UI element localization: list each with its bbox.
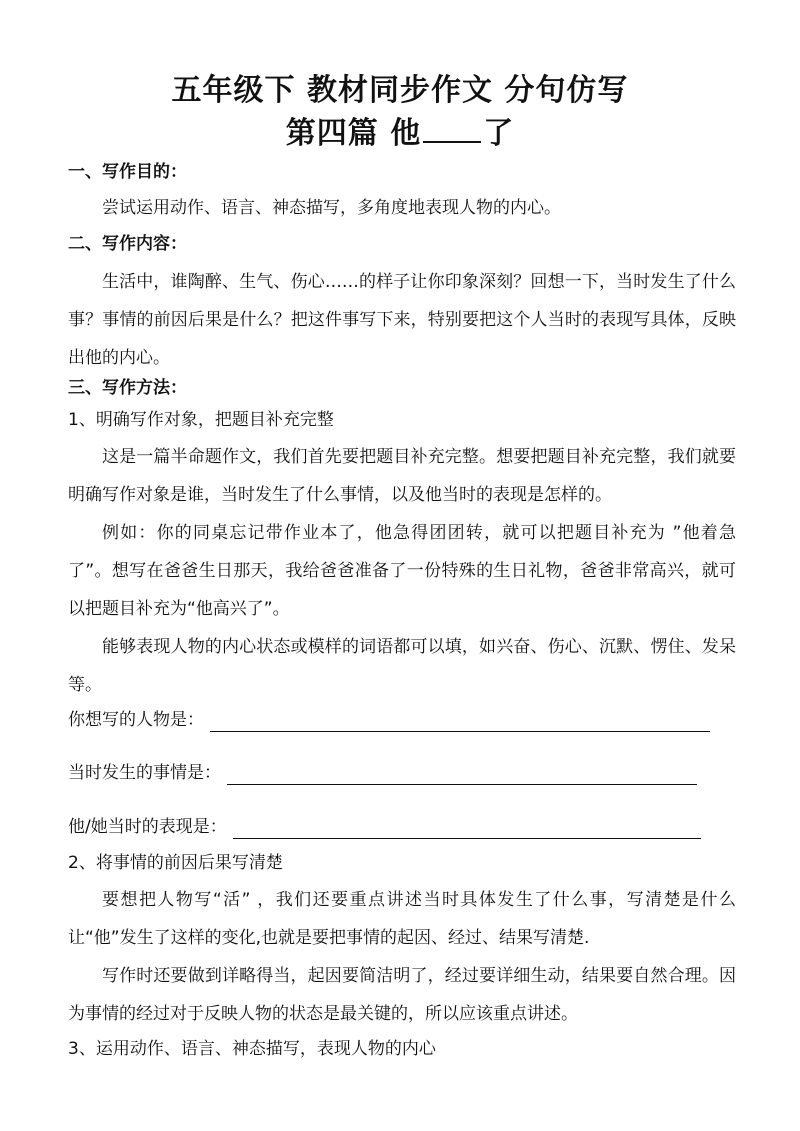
fill-event	[68, 761, 697, 785]
fill-character-line[interactable]	[210, 709, 710, 732]
step1-paragraph-1: 这是一篇半命题作文，我们首先要把题目补充完整。想要把题目补充完整，我们就要明确写作对象是谁，当时发生了什么事情，以及他当时的表现是怎样的。	[68, 447, 736, 505]
purpose-heading: 一、写作目的：	[68, 162, 187, 182]
step1-paragraph-3: 能够表现人物的内心状态或模样的词语都可以填，如兴奋、伤心、沉默、愣住、发呆等。	[68, 637, 736, 695]
step1-paragraph-2: 例如：你的同桌忘记带作业本了，他急得团团转，就可以把题目补充为 ”他着急了”。想写在爸爸生日那天，我给爸爸准备了一份特殊的生日礼物，爸爸非常高兴，就可以把题目补充为“他高兴了”。	[68, 523, 736, 619]
content-text: 生活中，谁陶醉、生气、伤心……的样子让你印象深刻？回想一下，当时发生了什么事？事情的前因后果是什么？把这件事写下来，特别要把这个人当时的表现写具体，反映出他的内心。	[68, 272, 736, 368]
document-subtitle	[0, 115, 800, 152]
fill-character-label: 你想写的人物是：	[68, 710, 204, 730]
method-heading: 三、写作方法：	[68, 378, 187, 398]
content-heading: 二、写作内容：	[68, 234, 187, 254]
subtitle-suffix: 了	[483, 116, 515, 151]
step2-paragraph-1: 要想把人物写“活” ，我们还要重点讲述当时具体发生了什么事，写清楚是什么让“他”发生了这样的变化,也就是要把事情的起因、经过、结果写清楚.	[68, 890, 736, 948]
subtitle-prefix: 第四篇 他	[285, 116, 422, 151]
fill-behavior-line[interactable]	[233, 816, 701, 839]
fill-behavior	[68, 815, 701, 839]
step3-title: 3、运用动作、语言、神态描写，表现人物的内心	[68, 1039, 436, 1059]
title-blank	[423, 115, 481, 143]
purpose-text: 尝试运用动作、语言、神态描写，多角度地表现人物的内心。	[102, 198, 561, 218]
fill-event-line[interactable]	[227, 762, 697, 785]
step2-title: 2、将事情的前因后果写清楚	[68, 853, 283, 873]
step2-paragraph-2: 写作时还要做到详略得当，起因要简洁明了，经过要详细生动，结果要自然合理。因为事情的经过对于反映人物的状态是最关键的，所以应该重点讲述。	[68, 966, 736, 1024]
document-title: 五年级下 教材同步作文 分句仿写	[171, 73, 629, 108]
fill-character	[68, 708, 710, 732]
fill-event-label: 当时发生的事情是：	[68, 763, 221, 783]
step1-title: 1、明确写作对象，把题目补充完整	[68, 410, 334, 430]
fill-behavior-label: 他/她当时的表现是：	[68, 817, 227, 837]
